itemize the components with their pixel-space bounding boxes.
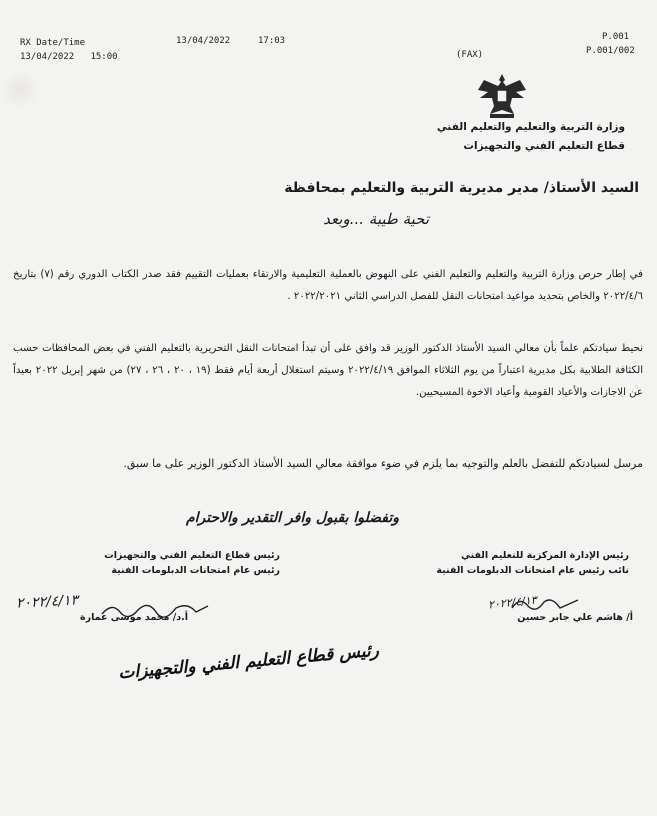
rx-value: 13/04/2022 15:00 <box>20 52 118 62</box>
sector-name: قطاع التعليم الفني والتجهيزات <box>463 140 625 152</box>
signature-right-title1: رئيس الإدارة المركزية للتعليم الفني <box>460 550 629 561</box>
sent-date: 13/04/2022 <box>176 36 231 46</box>
signature-left <box>50 548 280 578</box>
signature-right-title2: نائب رئيس عام امتحانات الدبلومات الفنية <box>436 565 629 576</box>
scan-smudge <box>0 70 40 110</box>
signature-right <box>389 548 629 578</box>
greeting: تحية طيبة ...وبعد <box>323 210 429 228</box>
paragraph-1: في إطار حرص وزارة التربية والتعليم والتعليم الفني على النهوض بالعملية التعليمية والارتقاء بعمليات التقييم فقد صدر الكتاب الدوري رقم (٧) بتاريخ ٢٠٢٢/٤/٦ والخاص بتحديد مواعيد امتحانات النقل للفصل الدراسي الثاني ٢٠٢٢/٢٠٢١ . <box>13 269 643 302</box>
signature-scribble-right <box>510 594 580 616</box>
addressee: السيد الأستاذ/ مدير مديرية التربية والتعليم بمحافظة <box>284 180 639 196</box>
paragraph-2: نحيط سيادتكم علماً بأن معالي السيد الأستاذ الدكتور الوزير قد وافق على أن تبدأ امتحانات النقل التحريرية بالتعليم الفني في بعض المحافظات حسب الكثافة الطلابية بكل مديرية اعتباراً من يوم الثلاثاء الموافق ٢٠٢٢/٤/١٩ وسيتم استغلال أربعة أيام فقط (١٩ ، ٢٠ ، ٢٦ ، ٢٧) من شهر إبريل ٢٠٢٢ بعيداً عن الاجازات والأعياد القومية وأعياد الاخوة المسيحيين. <box>13 343 644 398</box>
paragraph-3: مرسل لسيادتكم للتفضل بالعلم والتوجيه بما يلزم في ضوء موافقة معالي السيد الأستاذ الدكتور الوزير على ما سبق. <box>123 457 643 470</box>
signature-left-title2: رئيس عام امتحانات الدبلومات الفنية <box>111 565 280 576</box>
eagle-emblem-icon <box>476 72 528 120</box>
page-short: P.001 <box>602 32 630 42</box>
ministry-name: وزارة التربية والتعليم والتعليم الفني <box>436 121 625 133</box>
signatory-name-left: أ.د/ محمد موسى عمارة <box>80 612 189 623</box>
signature-scribble-left <box>100 598 210 622</box>
page-full: P.001/002 <box>586 46 635 56</box>
sent-time: 17:03 <box>258 36 286 46</box>
rx-label: RX Date/Time <box>20 38 86 48</box>
signatory-name-right: أ/ هاشم علي جابر حسين <box>517 612 633 623</box>
handwritten-date-left: ٢٠٢٢/٤/١٣ <box>15 592 79 612</box>
signature-stamp: رئيس قطاع التعليم الفني والتجهيزات <box>117 640 380 684</box>
closing-line: وتفضلوا بقبول وافر التقدير والاحترام <box>185 510 399 526</box>
letterhead <box>437 118 625 156</box>
signature-left-title1: رئيس قطاع التعليم الفني والتجهيزات <box>104 550 280 561</box>
fax-tag: (FAX) <box>456 50 484 60</box>
handwritten-date-right: ٢٠٢٢/٤/١٣ <box>487 593 538 612</box>
